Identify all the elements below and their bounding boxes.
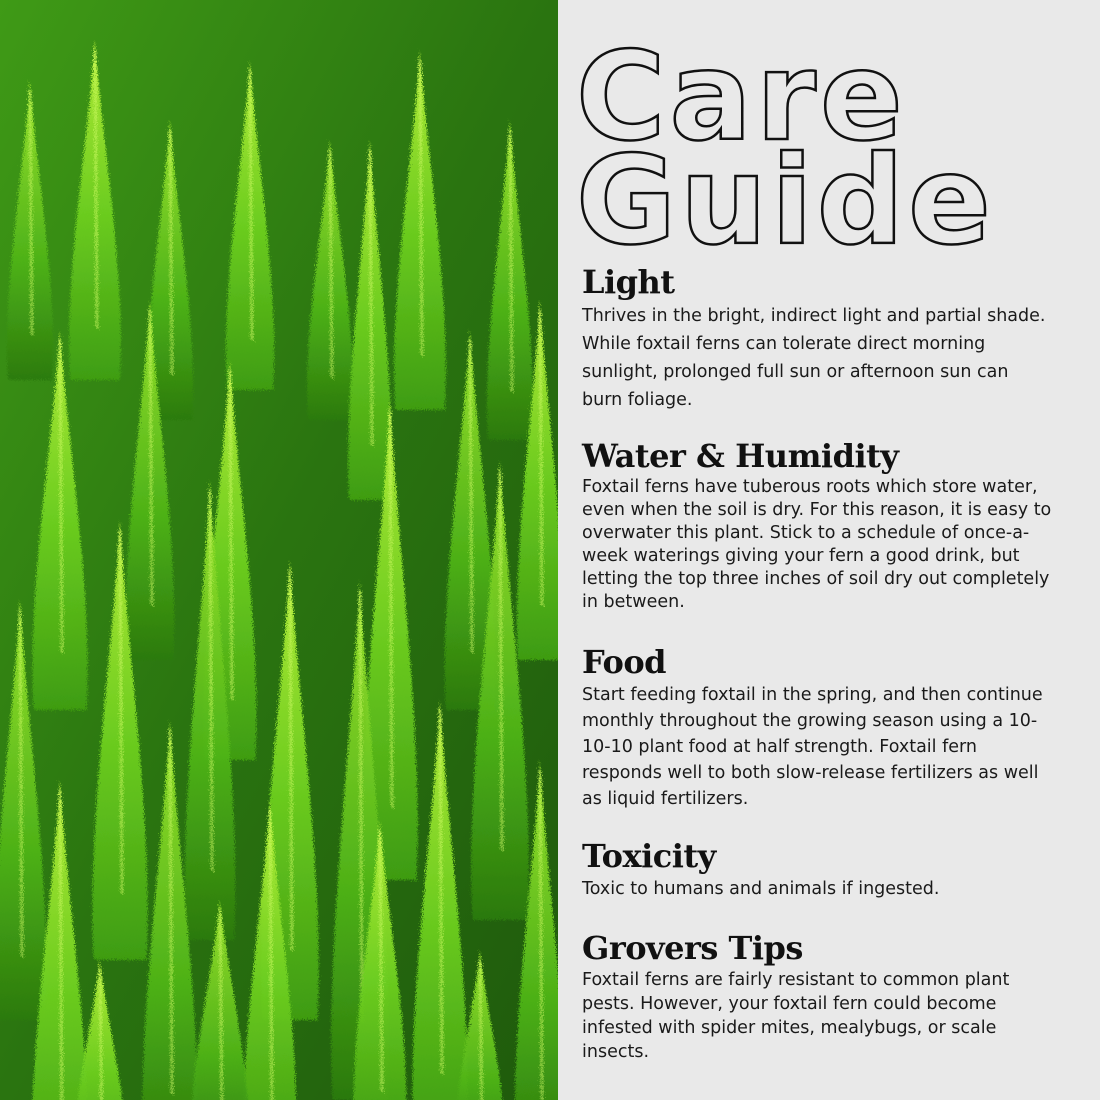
- section-water-humidity: [582, 438, 1052, 614]
- tips-heading: Grovers Tips: [582, 929, 803, 967]
- fern-plume-highlight: [360, 590, 362, 1022]
- food-heading: Food: [582, 643, 667, 681]
- fern-plume-highlight: [390, 410, 392, 808]
- fern-plume-highlight: [540, 310, 542, 606]
- title-guide: Guide: [576, 130, 995, 272]
- fern-plume-highlight: [100, 970, 102, 1100]
- light-heading: Light: [582, 263, 675, 301]
- fern-plume-highlight: [60, 790, 62, 1100]
- tips-text: Foxtail ferns are fairly resistant to common plant pests. However, your foxtail fern could become infested with spider mites, mealybugs, or scale insects.: [582, 970, 1010, 1062]
- water-heading: Water & Humidity: [582, 437, 899, 475]
- fern-plume-highlight: [170, 730, 172, 1094]
- fern-plume-highlight: [370, 150, 372, 446]
- food-text: Start feeding foxtail in the spring, and then continue monthly throughout the growing season using a 10-10-10 plant food at half strength. Foxtail fern responds well to both slow-release fertilizers as well as liquid fertilizers.: [582, 685, 1043, 809]
- fern-plume-highlight: [420, 60, 422, 356]
- fern-plume-highlight: [440, 710, 442, 1074]
- fern-plume-highlight: [380, 830, 382, 1092]
- fern-plume-highlight: [30, 90, 32, 335]
- fern-plume-highlight: [60, 340, 62, 653]
- section-grovers-tips: [582, 930, 1052, 1064]
- toxicity-heading: Toxicity: [582, 837, 716, 875]
- fern-plume-highlight: [290, 570, 292, 951]
- water-text: Foxtail ferns have tuberous roots which store water, even when the soil is dry. For this reason, it is easy to overwater this plant. Stick to a schedule of once-a-week waterings giving your fern a good drink, but letting the top three inches of soil dry out completely in between.: [582, 477, 1052, 612]
- fern-plume-highlight: [20, 610, 22, 957]
- fern-plume-highlight: [270, 810, 272, 1100]
- fern-plume-highlight: [220, 910, 222, 1100]
- fern-plume-highlight: [95, 50, 97, 329]
- title-care: Care: [576, 26, 907, 168]
- toxicity-text: Toxic to humans and animals if ingested.: [582, 879, 940, 899]
- fern-plume-highlight: [480, 960, 482, 1100]
- section-food: [582, 644, 1052, 812]
- fern-plume-highlight: [150, 310, 152, 606]
- fern-plume-highlight: [330, 150, 332, 378]
- fern-plume-highlight: [510, 130, 512, 392]
- fern-plume-highlight: [230, 370, 232, 700]
- fern-plume-highlight: [120, 530, 122, 894]
- fern-plume-highlight: [500, 470, 502, 851]
- care-guide-panel: [558, 0, 1100, 1100]
- fern-plume-highlight: [170, 130, 172, 375]
- section-light: [582, 264, 1052, 414]
- light-text: Thrives in the bright, indirect light and partial shade. While foxtail ferns can tolerate direct morning sunlight, prolonged full sun or afternoon sun can burn foliage.: [582, 306, 1046, 410]
- fern-plume-highlight: [470, 340, 472, 653]
- section-toxicity: [582, 838, 1052, 902]
- fern-plume-highlight: [250, 70, 252, 341]
- fern-plume-highlight: [540, 770, 542, 1100]
- fern-plume-highlight: [210, 490, 212, 871]
